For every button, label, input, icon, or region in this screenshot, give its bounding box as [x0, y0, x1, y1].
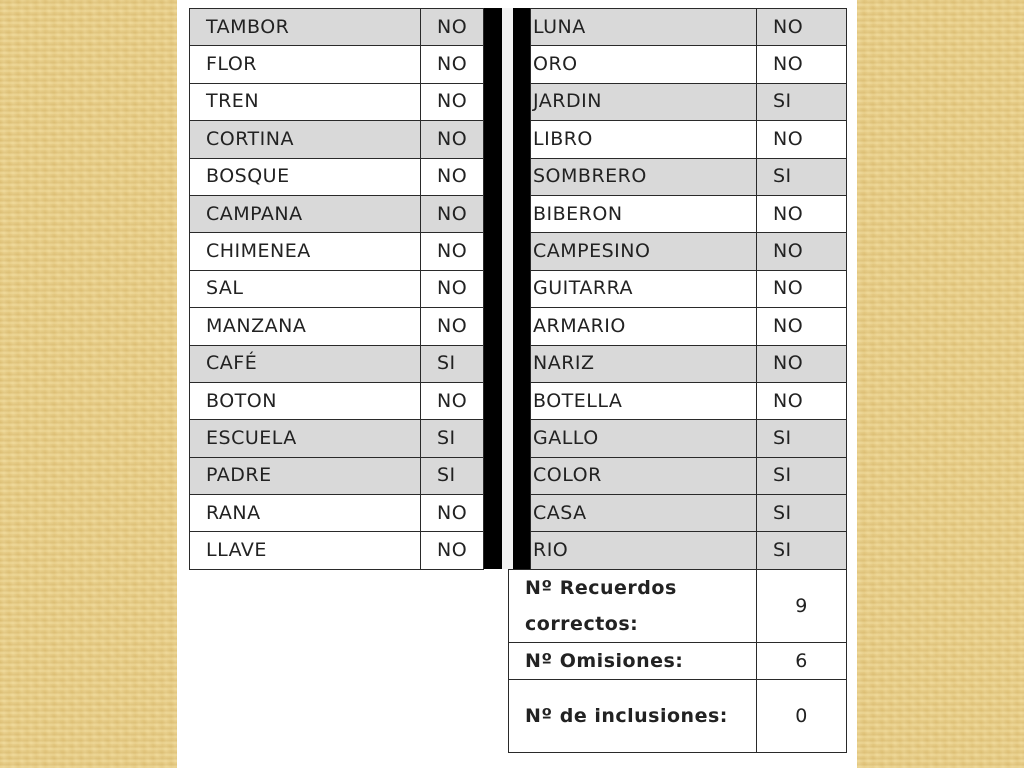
- word-cell: FLOR: [190, 46, 421, 83]
- word-cell: LIBRO: [531, 121, 757, 158]
- table-row: [190, 532, 484, 569]
- summary-table: [508, 569, 847, 753]
- table-row: [531, 233, 847, 270]
- summary-value: 6: [757, 643, 847, 680]
- answer-cell: NO: [757, 233, 847, 270]
- table-row: [531, 308, 847, 345]
- answer-cell: NO: [421, 46, 484, 83]
- table-row: [531, 46, 847, 83]
- word-cell: BIBERON: [531, 195, 757, 232]
- word-table-left: [189, 8, 484, 570]
- word-cell: GALLO: [531, 420, 757, 457]
- table-row: [531, 158, 847, 195]
- word-cell: JARDIN: [531, 83, 757, 120]
- word-cell: CORTINA: [190, 121, 421, 158]
- answer-cell: SI: [757, 457, 847, 494]
- word-cell: NARIZ: [531, 345, 757, 382]
- answer-cell: NO: [421, 9, 484, 46]
- word-cell: CHIMENEA: [190, 233, 421, 270]
- divider-bar-right: [513, 8, 530, 569]
- word-cell: COLOR: [531, 457, 757, 494]
- word-cell: SOMBRERO: [531, 158, 757, 195]
- word-cell: LLAVE: [190, 532, 421, 569]
- word-table-right-body: [531, 9, 847, 570]
- summary-row-inclusions: [509, 680, 847, 753]
- answer-cell: NO: [757, 270, 847, 307]
- answer-cell: NO: [757, 308, 847, 345]
- table-row: [190, 270, 484, 307]
- answer-cell: SI: [421, 345, 484, 382]
- word-cell: TAMBOR: [190, 9, 421, 46]
- answer-cell: NO: [757, 9, 847, 46]
- summary-label: Nº Recuerdos correctos:: [509, 570, 757, 643]
- word-cell: CAMPANA: [190, 195, 421, 232]
- table-row: [531, 345, 847, 382]
- table-row: [190, 121, 484, 158]
- summary-value: 0: [757, 680, 847, 753]
- summary-row-correct-recalls: [509, 570, 847, 643]
- column-gap: [502, 8, 513, 569]
- table-row: [190, 195, 484, 232]
- answer-cell: SI: [421, 420, 484, 457]
- table-row: [190, 158, 484, 195]
- word-cell: ESCUELA: [190, 420, 421, 457]
- answer-cell: NO: [421, 382, 484, 419]
- word-table-left-body: [190, 9, 484, 570]
- answer-cell: SI: [421, 457, 484, 494]
- answer-cell: NO: [757, 121, 847, 158]
- answer-cell: NO: [421, 308, 484, 345]
- table-row: [190, 420, 484, 457]
- word-cell: CAFÉ: [190, 345, 421, 382]
- table-row: [190, 46, 484, 83]
- answer-cell: SI: [757, 532, 847, 569]
- summary-label: Nº Omisiones:: [509, 643, 757, 680]
- table-row: [190, 345, 484, 382]
- word-cell: RIO: [531, 532, 757, 569]
- table-row: [531, 457, 847, 494]
- table-row: [190, 9, 484, 46]
- table-row: [531, 195, 847, 232]
- table-row: [190, 233, 484, 270]
- answer-cell: SI: [757, 420, 847, 457]
- table-row: [531, 270, 847, 307]
- word-cell: MANZANA: [190, 308, 421, 345]
- word-cell: TREN: [190, 83, 421, 120]
- word-cell: BOTELLA: [531, 382, 757, 419]
- word-cell: GUITARRA: [531, 270, 757, 307]
- answer-cell: SI: [757, 83, 847, 120]
- word-cell: ORO: [531, 46, 757, 83]
- word-cell: BOTON: [190, 382, 421, 419]
- table-row: [190, 495, 484, 532]
- answer-cell: SI: [757, 158, 847, 195]
- table-row: [531, 532, 847, 569]
- table-row: [531, 420, 847, 457]
- word-cell: BOSQUE: [190, 158, 421, 195]
- word-cell: PADRE: [190, 457, 421, 494]
- answer-cell: NO: [421, 195, 484, 232]
- table-row: [190, 457, 484, 494]
- answer-cell: NO: [757, 345, 847, 382]
- answer-cell: NO: [421, 158, 484, 195]
- answer-cell: NO: [757, 382, 847, 419]
- word-cell: SAL: [190, 270, 421, 307]
- answer-cell: NO: [757, 195, 847, 232]
- answer-cell: NO: [421, 121, 484, 158]
- word-table-right: [530, 8, 847, 570]
- table-row: [190, 83, 484, 120]
- answer-cell: NO: [421, 233, 484, 270]
- answer-cell: NO: [421, 495, 484, 532]
- table-row: [531, 9, 847, 46]
- summary-label: Nº de inclusiones:: [509, 680, 757, 753]
- answer-cell: NO: [757, 46, 847, 83]
- answer-cell: NO: [421, 270, 484, 307]
- word-cell: RANA: [190, 495, 421, 532]
- word-cell: CASA: [531, 495, 757, 532]
- summary-row-omissions: [509, 643, 847, 680]
- word-cell: CAMPESINO: [531, 233, 757, 270]
- table-row: [531, 83, 847, 120]
- summary-value: 9: [757, 570, 847, 643]
- table-row: [190, 382, 484, 419]
- answer-cell: SI: [757, 495, 847, 532]
- word-cell: LUNA: [531, 9, 757, 46]
- table-row: [531, 495, 847, 532]
- table-row: [531, 382, 847, 419]
- word-cell: ARMARIO: [531, 308, 757, 345]
- table-row: [190, 308, 484, 345]
- answer-cell: NO: [421, 83, 484, 120]
- table-row: [531, 121, 847, 158]
- answer-cell: NO: [421, 532, 484, 569]
- divider-bar-left: [484, 8, 502, 569]
